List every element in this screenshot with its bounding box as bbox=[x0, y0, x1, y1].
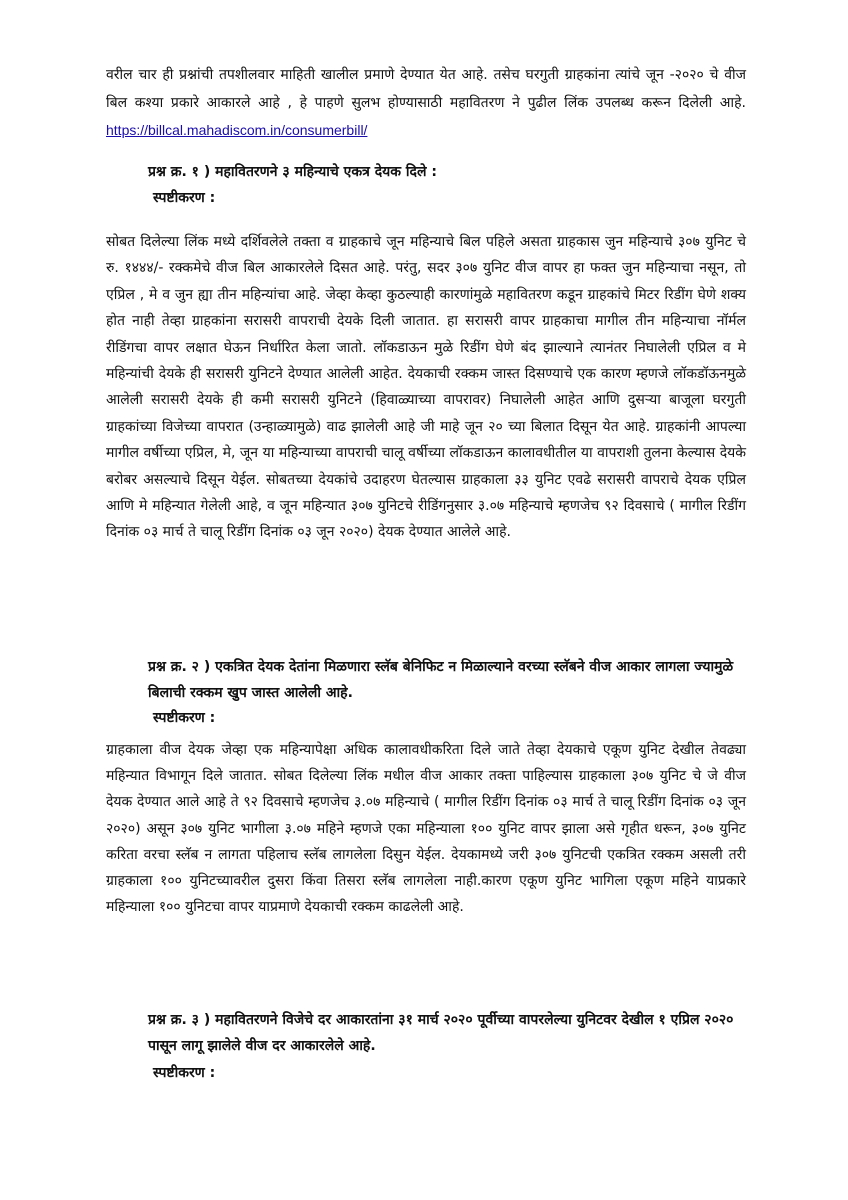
question-3-explanation-label: स्पष्टीकरण : bbox=[153, 1065, 216, 1081]
question-2-heading: प्रश्न क्र. २ ) एकत्रित देयक देतांना मिळणारा स्लॅब बेनिफिट न मिळाल्याने वरच्या स्लॅबने वीज आकार लागला ज्यामुळे बिलाची रक्कम खुप जास्त आलेली आहे. bbox=[148, 659, 734, 701]
question-2-explanation-body: ग्राहकाला वीज देयक जेव्हा एक महिन्यापेक्षा अधिक कालावधीकरिता दिले जाते तेव्हा देयकाचे एकूण युनिट देखील तेवढ्या महिन्यात विभागून दिले जातात. सोबत दिलेल्या लिंक मधील वीज आकार तक्ता पाहिल्यास ग्राहकाला ३०७ युनिट चे जे वीज देयक देण्यात आले आहे ते ९२ दिवसाचे म्हणजेच ३.०७ महिन्याचे ( मागील रिडींग दिनांक ०३ मार्च ते चालू रिडींग दिनांक ०३ जून २०२०) असून ३०७ युनिट भागीला ३.०७ महिने म्हणजे एका महिन्याला १०० युनिट वापर झाला असे गृहीत धरून, ३०७ युनिट करिता वरचा स्लॅब न लागता पहिलाच स्लॅब लागलेला दिसुन येईल. देयकामध्ये जरी ३०७ युनिटची एकत्रित रक्कम असली तरी ग्राहकाला १०० युनिटच्यावरील दुसरा किंवा तिसरा स्लॅब लागलेला नाही.कारण एकूण युनिट भागिला एकूण महिने याप्रकारे महिन्याला १०० युनिटचा वापर याप्रमाणे देयकाची रक्कम काढलेली आहे. bbox=[106, 742, 746, 916]
question-3-heading: प्रश्न क्र. ३ ) महावितरणने विजेचे दर आकारतांना ३१ मार्च २०२० पूर्वीच्या वापरलेल्या युनिटवर देखील १ एप्रिल २०२० पासून लागू झालेले वीज दर आकारलेले आहे. bbox=[148, 1012, 734, 1054]
question-1-explanation-body: सोबत दिलेल्या लिंक मध्ये दर्शिवलेले तक्ता व ग्राहकाचे जून महिन्याचे बिल पहिले असता ग्राहकास जुन महिन्याचे ३०७ युनिट चे रु. १४४४/- रक्कमेचे वीज बिल आकारलेले दिसत आहे. परंतु, सदर ३०७ युनिट वीज वापर हा फक्त जुन महिन्याचा नसून, तो एप्रिल , मे व जुन ह्या तीन महिन्यांचा आहे. जेव्हा केव्हा कुठल्याही कारणांमुळे महावितरण कडून ग्राहकांचे मिटर रिडींग घेणे शक्य होत नाही तेव्हा ग्राहकांना सरासरी वापराची देयके दिली जातात. हा सरासरी वापर ग्राहकाचा मागील तीन महिन्याचा नॉर्मल रीडिंगचा वापर लक्षात घेऊन निर्धारित केला जातो. लॉकडाऊन मुळे रिडींग घेणे बंद झाल्याने त्यानंतर निघालेली एप्रिल व मे महिन्यांची देयके ही सरासरी युनिटने देण्यात आलेली आहेत. देयकाची रक्कम जास्त दिसण्याचे एक कारण म्हणजे लॉकडॉऊनमुळे आलेली सरासरी देयके ही कमी सरासरी युनिटने (हिवाळ्याच्या वापरावर) निघालेली आहेत आणि दुसऱ्या बाजूला घरगुती ग्राहकांच्या विजेच्या वापरात (उन्हाळ्यामुळे) वाढ झालेली आहे जी माहे जून २० च्या बिलात दिसून येत आहे. ग्राहकांनी आपल्या मागील वर्षीच्या एप्रिल, मे, जून या महिन्याच्या वापराची चालू वर्षीच्या लॉकडाऊन कालावधीतील या वापराशी तुलना केल्यास देयके बरोबर असल्याचे दिसून येईल. सोबतच्या देयकांचे उदाहरण घेतल्यास ग्राहकाला ३३ युनिट एवढे सरासरी वापराचे देयक एप्रिल आणि मे महिन्यात गेलेली आहे, व जून महिन्यात ३०७ युनिटचे रीडिंगनुसार ३.०७ महिन्याचे म्हणजेच ९२ दिवसाचे ( मागील रिडींग दिनांक ०३ मार्च ते चालू रिडींग दिनांक ०३ जून २०२०) देयक देण्यात आलेले आहे. bbox=[106, 234, 746, 541]
intro-text: वरील चार ही प्रश्नांची तपशीलवार माहिती खालील प्रमाणे देण्यात येत आहे. तसेच घरगुती ग्राहकांना त्यांचे जून -२०२० चे वीज बिल कश्या प्रकारे आकारले आहे , हे पाहणे सुलभ होण्यासाठी महावितरण ने पुढील लिंक उपलब्ध करून दिलेली आहे. bbox=[106, 67, 746, 111]
question-2-explanation-label: स्पष्टीकरण : bbox=[153, 710, 216, 726]
question-1-explanation-label: स्पष्टीकरण : bbox=[153, 190, 216, 206]
intro-paragraph bbox=[106, 62, 746, 146]
bill-calculator-link[interactable]: https://billcal.mahadiscom.in/consumerbill/ bbox=[106, 122, 368, 138]
question-1-heading: प्रश्न क्र. १ ) महावितरणने ३ महिन्याचे एकत्र देयक दिले : bbox=[148, 164, 437, 180]
